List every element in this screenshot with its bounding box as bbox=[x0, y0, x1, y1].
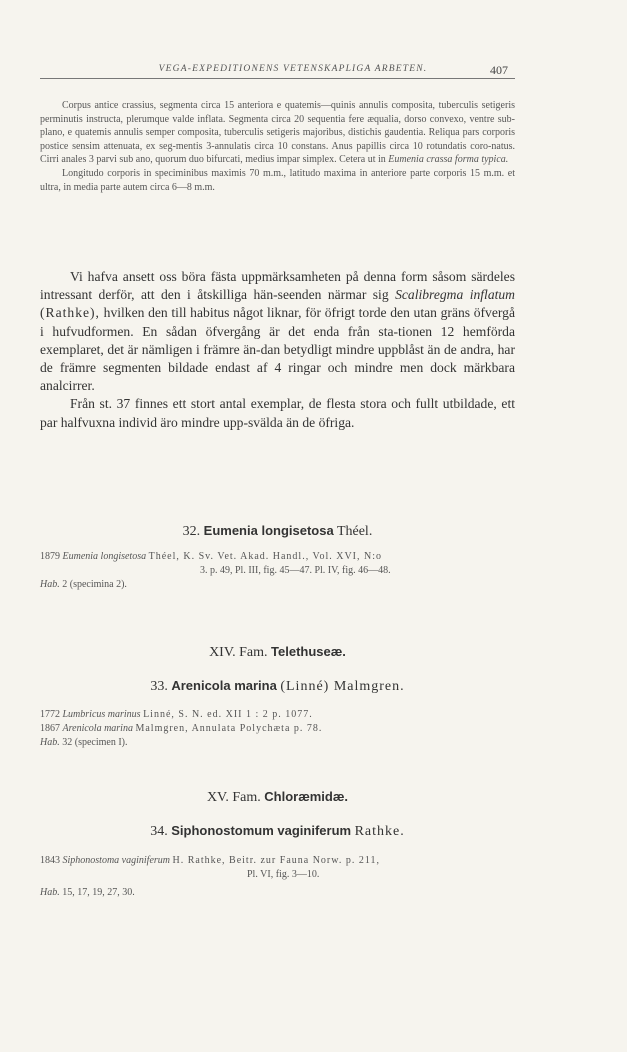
swedish-text bbox=[40, 268, 515, 432]
latin-paragraph-2: Longitudo corporis in speciminibus maximis 70 m.m., latitudo maxima in anteriore parte corporis 15 m.m. et ultra, in media parte autem circa 6—8 m.m. bbox=[40, 167, 515, 193]
species-32-hab: Hab. 2 (specimina 2). bbox=[40, 579, 127, 590]
latin-description bbox=[40, 99, 515, 194]
latin-italic-name: Eumenia crassa forma typica. bbox=[388, 154, 509, 166]
family-14-heading: XIV. Fam. Telethuseæ. bbox=[209, 644, 346, 660]
species-33-heading: 33. Arenicola marina (Linné) Malmgren. bbox=[150, 678, 405, 694]
species-34-heading: 34. Siphonostomum vaginiferum Rathke. bbox=[150, 823, 405, 839]
latin-paragraph-1: Corpus antice crassius, segmenta circa 15 anteriora e quatemis—quinis annulis composita, tuberculis setigeris perminutis instructa, plerumque valde inflata. Segmenta circa 20 sequentia fere æqualia, dorso convexo, ventre sub-plano, e quatemis annulis semper composita, tuberculis setigeris majoribus, distichis gaudentia. Reliqua pars corporis postice sensim attenuata, ex seg-mentis 3-annulatis circa 10 constans. Anus papillis circa 10 rotundatis coro-natus. Cirri anales 3 parvi sub ano, quorum duo bifurcati, medius impar simplex. Cetera ut in Eumenia crassa forma typica. bbox=[40, 100, 515, 166]
header-rule bbox=[40, 78, 515, 79]
running-title: VEGA-EXPEDITIONENS VETENSKAPLIGA ARBETEN. bbox=[158, 64, 428, 74]
species-34-references: 1843 Siphonostoma vaginiferum H. Rathke, Beitr. zur Fauna Norw. p. 211, Pl. VI, fig. 3—10. Hab. 15, 17, 19, 27, 30. bbox=[40, 854, 515, 900]
species-33-references: 1772 Lumbricus marinus Linné, S. N. ed. XII 1 : 2 p. 1077. 1867 Arenicola marina Malmgren, Annulata Polychæta p. 78. Hab. 32 (specimen I). bbox=[40, 708, 515, 750]
page-number: 407 bbox=[490, 63, 508, 77]
swedish-paragraph-2: Från st. 37 finnes ett stort antal exemplar, de flesta stora och fullt utbildade, ett par halfvuxna individ äro mindre upp-svälda än de öfriga. bbox=[40, 396, 515, 430]
swedish-paragraph-1: Vi hafva ansett oss böra fästa uppmärksamheten på denna form såsom särdeles intressant derför, att den i åtskilliga hän-seenden närmar sig Scalibregma inflatum (Rathke), hvilken den till habitus något liknar, för öfrigt torde den utan gräns öfvergå i hufvudformen. En sådan öfvergång är det enda från sta-tionen 12 hemförda exemplaret, det är nämligen i främre än-dan betydligt mindre uppblåst än de andra, har de främre segmenten bildade endast af 4 ringar och mindre men dock märkbara analcirrer. bbox=[40, 269, 516, 394]
species-34-hab: Hab. 15, 17, 19, 27, 30. bbox=[40, 887, 135, 898]
species-32-references: 1879 Eumenia longisetosa Théel, K. Sv. Vet. Akad. Handl., Vol. XVI, N:o 3. p. 49, Pl. III, fig. 45—47. Pl. IV, fig. 46—48. Hab. 2 (specimina 2). bbox=[40, 550, 515, 592]
species-33-hab: Hab. 32 (specimen I). bbox=[40, 737, 128, 748]
family-15-heading: XV. Fam. Chloræmidæ. bbox=[206, 789, 349, 805]
species-32-heading: 32. Eumenia longisetosa Théel. bbox=[182, 523, 373, 539]
